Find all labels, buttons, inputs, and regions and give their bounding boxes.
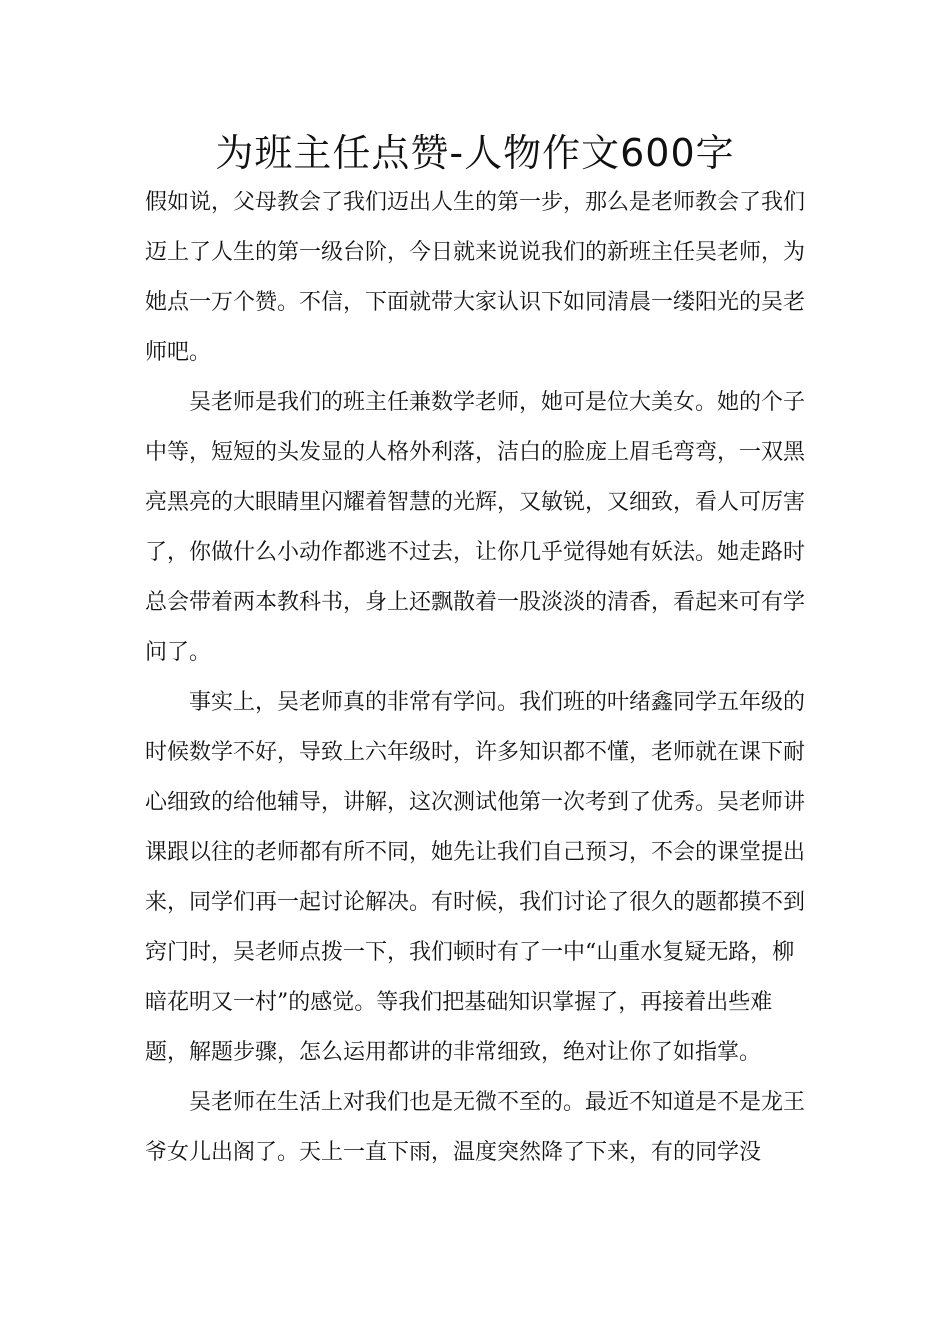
paragraph-1: 假如说，父母教会了我们迈出人生的第一步，那么是老师教会了我们迈上了人生的第一级台阶，今日就来说说我们的新班主任吴老师，为她点一万个赞。不信，下面就带大家认识下如同清晨一缕阳光的吴老师吧。	[145, 190, 806, 365]
paragraph-2: 吴老师是我们的班主任兼数学老师，她可是位大美女。她的个子中等，短短的头发显的人格外利落，洁白的脸庞上眉毛弯弯，一双黑亮黑亮的大眼睛里闪耀着智慧的光辉，又敏锐，又细致，看人可厉害了，你做什么小动作都逃不过去，让你几乎觉得她有妖法。她走路时总会带着两本教科书，身上还飘散着一股淡淡的清香，看起来可有学问了。	[145, 390, 806, 665]
document-title: 为班主任点赞-人物作文600字	[215, 131, 735, 175]
paragraph-3: 事实上，吴老师真的非常有学问。我们班的叶绪鑫同学五年级的时候数学不好，导致上六年级时，许多知识都不懂，老师就在课下耐心细致的给他辅导，讲解，这次测试他第一次考到了优秀。吴老师讲课跟以往的老师都有所不同，她先让我们自己预习，不会的课堂提出来，同学们再一起讨论解决。有时候，我们讨论了很久的题都摸不到窍门时，吴老师点拨一下，我们顿时有了一中“山重水复疑无路，柳暗花明又一村”的感觉。等我们把基础知识掌握了，再接着出些难题，解题步骤，怎么运用都讲的非常细致，绝对让你了如指掌。	[145, 690, 806, 1065]
document-body	[145, 178, 805, 1178]
paragraph-4: 吴老师在生活上对我们也是无微不至的。最近不知道是不是龙王爷女儿出阁了。天上一直下雨，温度突然降了下来，有的同学没	[145, 1090, 806, 1165]
